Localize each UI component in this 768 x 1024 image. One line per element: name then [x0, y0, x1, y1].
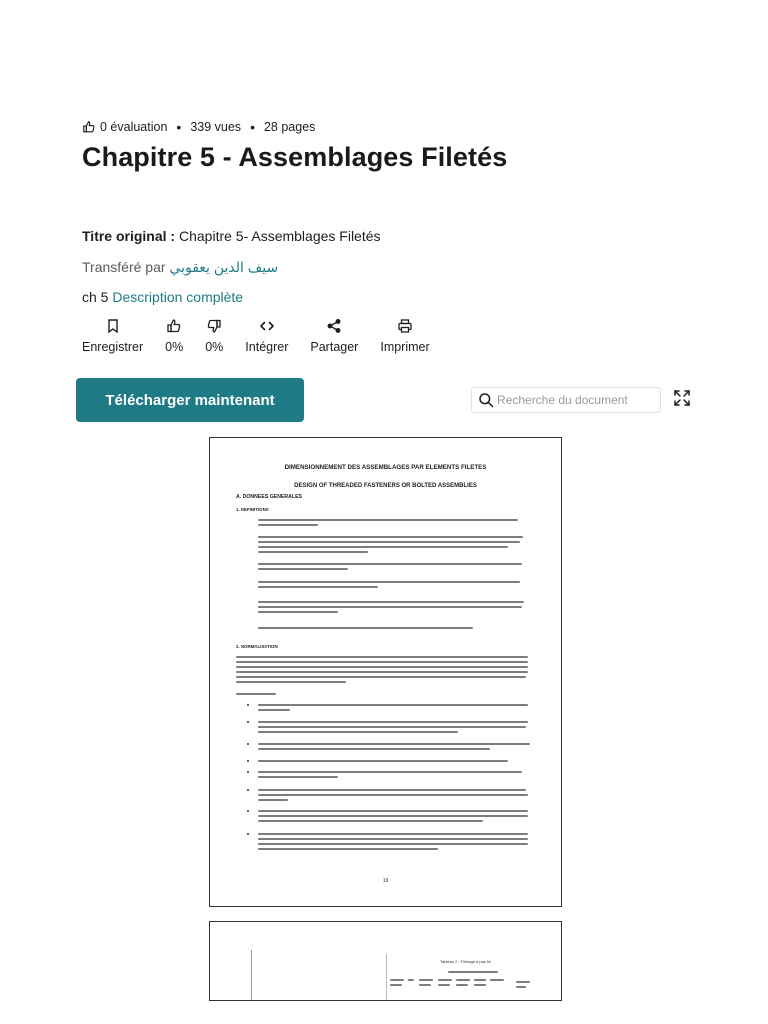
download-now-button[interactable]: Télécharger maintenant — [76, 378, 304, 422]
section-a-heading: A. DONNEES GENERALES — [236, 494, 303, 500]
like-percent: 0% — [165, 340, 184, 354]
embed-button[interactable] — [245, 318, 288, 354]
like-button[interactable] — [165, 318, 183, 354]
original-title-row — [82, 228, 381, 244]
page-rule — [251, 950, 252, 1001]
full-description-link[interactable]: Description complète — [112, 289, 244, 305]
share-button[interactable] — [310, 318, 358, 354]
print-label: Imprimer — [380, 340, 430, 354]
page-number: 19 — [382, 878, 389, 884]
page-heading: DIMENSIONNEMENT DES ASSEMBLAGES PAR ELEMENTS FILETES — [284, 464, 487, 471]
save-label: Enregistrer — [82, 340, 144, 354]
rating-count: 0 évaluation — [100, 120, 168, 134]
save-button[interactable] — [82, 318, 143, 354]
search-icon — [478, 392, 494, 408]
original-title-value: Chapitre 5- Assemblages Filetés — [178, 228, 381, 244]
uploader-link[interactable]: سيف الدين يعقوبي — [169, 259, 279, 275]
print-button[interactable] — [380, 318, 429, 354]
section-2-heading: 2. NORMALISATION — [236, 644, 278, 649]
expand-icon — [673, 389, 691, 407]
search-input[interactable] — [497, 393, 657, 407]
document-stats — [82, 120, 315, 134]
table-rule — [386, 954, 387, 1001]
section-1-heading: 1. DEFINITIONS — [236, 507, 269, 512]
print-icon — [397, 318, 413, 334]
separator-dot: • — [176, 119, 182, 135]
dislike-button[interactable] — [205, 318, 223, 354]
table-caption: Tableau 2 : Filetage à pas fin — [440, 959, 492, 964]
page-count: 28 pages — [263, 120, 316, 134]
share-label: Partager — [310, 340, 359, 354]
view-count: 339 vues — [190, 120, 242, 134]
thumbs-up-icon — [166, 318, 182, 334]
document-title: Chapitre 5 - Assemblages Filetés — [82, 142, 508, 172]
dislike-percent: 0% — [205, 340, 224, 354]
separator-dot: • — [250, 119, 255, 135]
embed-icon — [259, 318, 275, 334]
description-prefix: ch 5 — [82, 289, 109, 305]
document-page-1[interactable] — [209, 437, 562, 907]
document-page-2[interactable] — [209, 921, 562, 1001]
action-bar — [82, 318, 452, 354]
page-subheading: DESIGN OF THREADED FASTENERS OR BOLTED ASSEMBLIES — [294, 483, 477, 489]
thumbs-up-icon — [82, 120, 96, 134]
uploaded-by-row — [82, 259, 278, 276]
bookmark-icon — [105, 318, 121, 334]
share-icon — [326, 318, 342, 334]
fullscreen-button[interactable] — [673, 389, 691, 407]
original-title-label: Titre original : — [82, 228, 176, 244]
uploaded-by-label: Transféré par — [82, 259, 166, 275]
thumbs-down-icon — [206, 318, 222, 334]
document-search — [471, 387, 661, 413]
embed-label: Intégrer — [245, 340, 289, 354]
description-row — [82, 289, 243, 305]
